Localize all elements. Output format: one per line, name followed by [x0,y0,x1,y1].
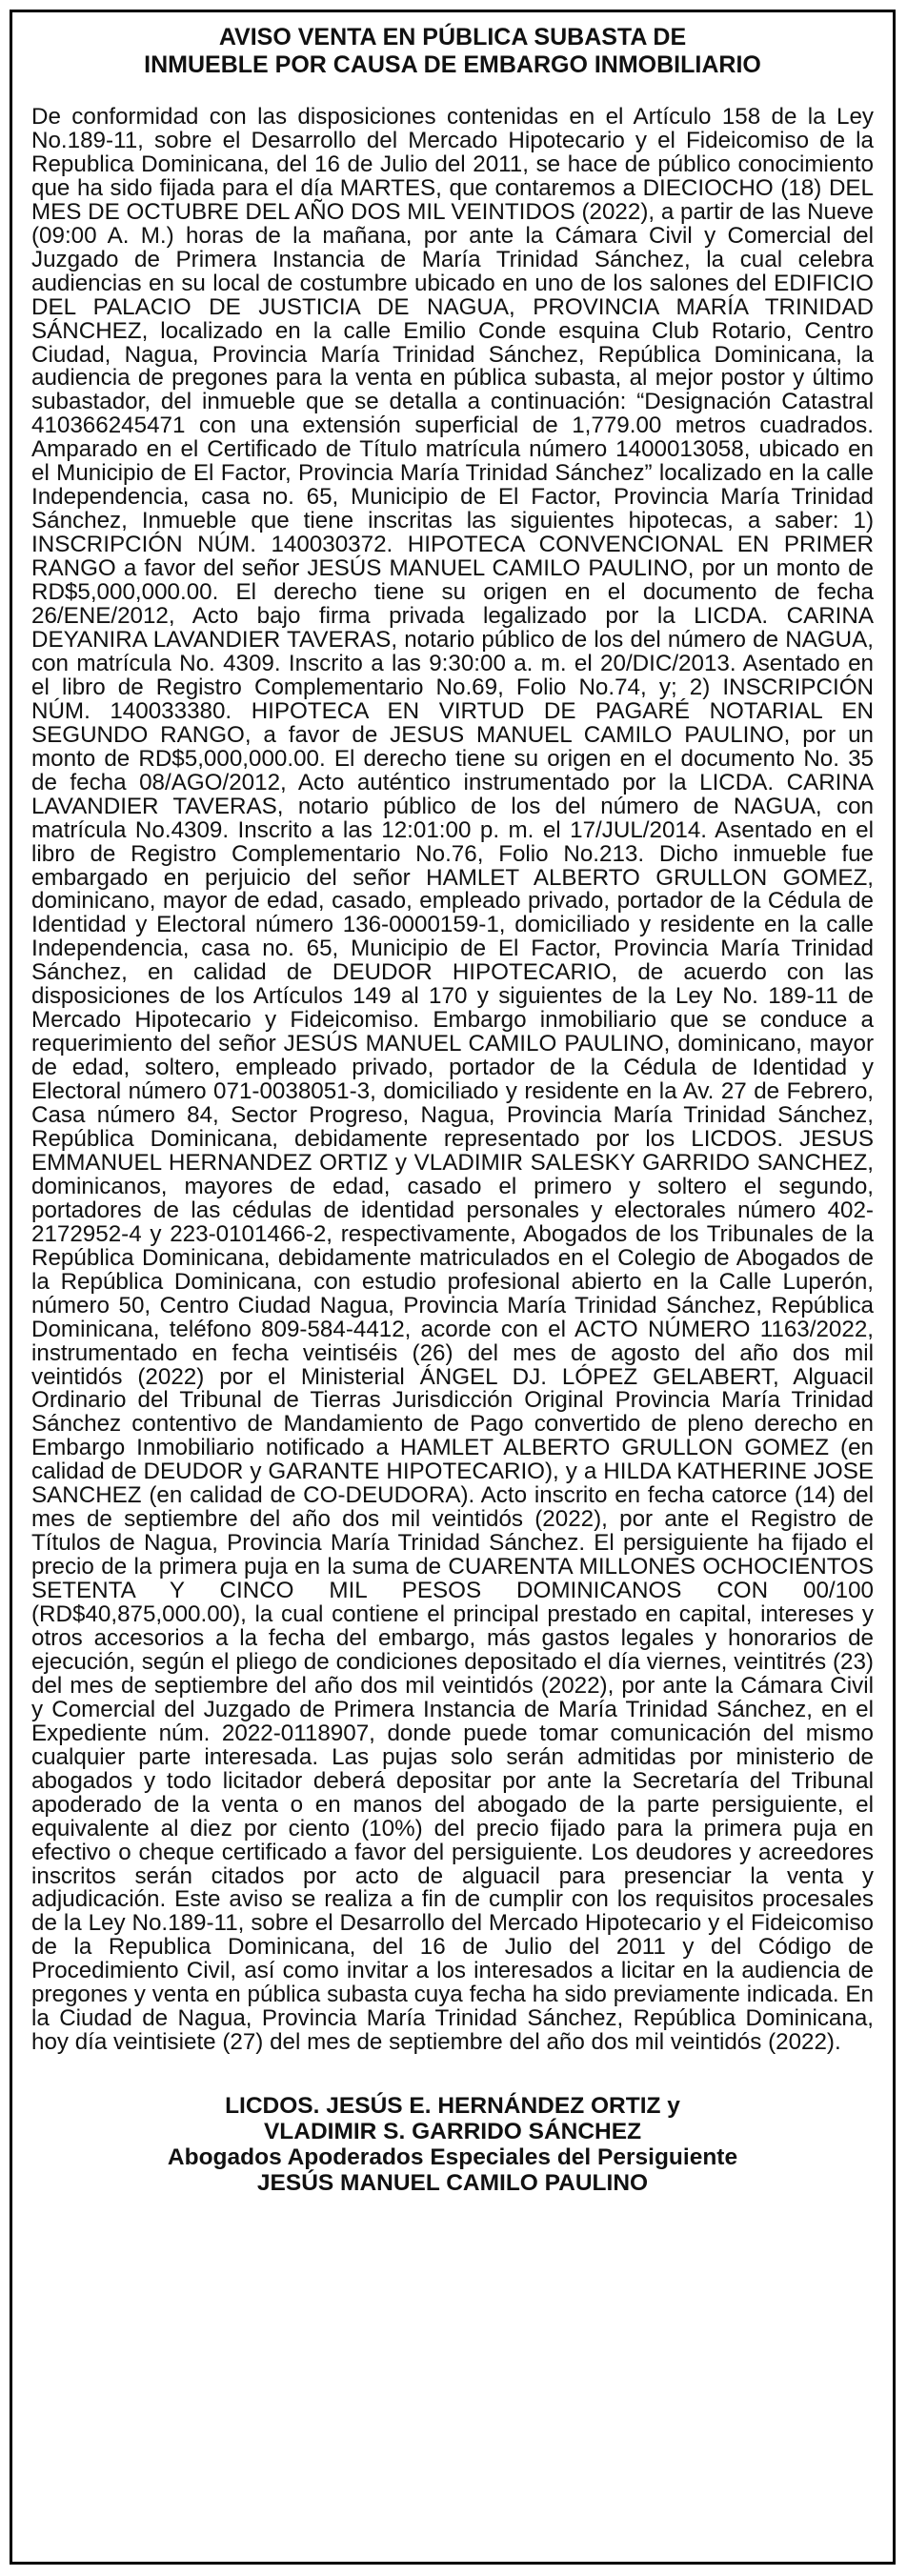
signature-line-4: JESÚS MANUEL CAMILO PAULINO [256,2170,649,2197]
notice-title-line-1: AVISO VENTA EN PÚBLICA SUBASTA DE [218,24,687,50]
notice-title-line-2: INMUEBLE POR CAUSA DE EMBARGO INMOBILIARIO [144,51,761,78]
notice-title [31,24,874,79]
signature-block [31,2093,874,2196]
signature-line-2: VLADIMIR S. GARRIDO SÁNCHEZ [263,2119,642,2145]
notice-body: De conformidad con las disposiciones contenidas en el Artículo 158 de la Ley No.189-11, sobre el Desarrollo del Mercado Hipotecario y el Fideicomiso de la Republica Dominicana, del 16 de Julio del 2011, se hace de público conocimiento que ha sido fijada para el día MARTES, que contaremos a DIECIOCHO (18) DEL MES DE OCTUBRE DEL AÑO DOS MIL VEINTIDOS (2022), a partir de las Nueve (09:00 A. M.) horas de la mañana, por ante la Cámara Civil y Comercial del Juzgado de Primera Instancia de María Trinidad Sánchez, la cual celebra audiencias en su local de costumbre ubicado en uno de los salones del EDIFICIO DEL PALACIO DE JUSTICIA DE NAGUA, PROVINCIA MARÍA TRINIDAD SÁNCHEZ, localizado en la calle Emilio Conde esquina Club Rotario, Centro Ciudad, Nagua, Provincia María Trinidad Sánchez, República Dominicana, la audiencia de pregones para la venta en pública subasta, al mejor postor y último subastador, del inmueble que se detalla a continuación: “Designación Catastral 410366245471 con una extensión superficial de 1,779.00 metros cuadrados. Amparado en el Certificado de Título matrícula número 1400013058, ubicado en el Municipio de El Factor, Provincia María Trinidad Sánchez” localizado en la calle Independencia, casa no. 65, Municipio de El Factor, Provincia María Trinidad Sánchez, Inmueble que tiene inscritas las siguientes hipotecas, a saber: 1) INSCRIPCIÓN NÚM. 140030372. HIPOTECA CONVENCIONAL EN PRIMER RANGO a favor del señor JESÚS MANUEL CAMILO PAULINO, por un monto de RD$5,000,000.00. El derecho tiene su origen en el documento de fecha 26/ENE/2012, Acto bajo firma privada legalizado por la LICDA. CARINA DEYANIRA LAVANDIER TAVERAS, notario público de los del número de NAGUA, con matrícula No. 4309. Inscrito a las 9:30:00 a. m. el 20/DIC/2013. Asentado en el libro de Registro Complementario No.69, Folio No.74, y; 2) INSCRIPCIÓN NÚM. 140033380. HIPOTECA EN VIRTUD DE PAGARÉ NOTARIAL EN SEGUNDO RANGO, a favor de JESUS MANUEL CAMILO PAULINO, por un monto de RD$5,000,000.00. El derecho tiene su origen en el documento No. 35 de fecha 08/AGO/2012, Acto auténtico instrumentado por la LICDA. CARINA LAVANDIER TAVERAS, notario público de los del número de NAGUA, con matrícula No.4309. Inscrito a las 12:01:00 p. m. el 17/JUL/2014. Asentado en el libro de Registro Complementario No.76, Folio No.213. Dicho inmueble fue embargado en perjuicio del señor HAMLET ALBERTO GRULLON GOMEZ, dominicano, mayor de edad, casado, empleado privado, portador de la Cédula de Identidad y Electoral número 136-0000159-1, domiciliado y residente en la calle Independencia, casa no. 65, Municipio de El Factor, Provincia María Trinidad Sánchez, en calidad de DEUDOR HIPOTECARIO, de acuerdo con las disposiciones de los Artículos 149 al 170 y siguientes de la Ley No. 189-11 de Mercado Hipotecario y Fideicomiso. Embargo inmobiliario que se conduce a requerimiento del señor JESÚS MANUEL CAMILO PAULINO, dominicano, mayor de edad, soltero, empleado privado, portador de la Cédula de Identidad y Electoral número 071-0038051-3, domiciliado y residente en la Av. 27 de Febrero, Casa número 84, Sector Progreso, Nagua, Provincia María Trinidad Sánchez, República Dominicana, debidamente representado por los LICDOS. JESUS EMMANUEL HERNANDEZ ORTIZ y VLADIMIR SALESKY GARRIDO SANCHEZ, dominicanos, mayores de edad, casado el primero y soltero el segundo, portadores de las cédulas de identidad personales y electorales número 402-2172952-4 y 223-0101466-2, respectivamente, Abogados de los Tribunales de la República Dominicana, debidamente matriculados en el Colegio de Abogados de la República Dominicana, con estudio profesional abierto en la Calle Luperón, número 50, Centro Ciudad Nagua, Provincia María Trinidad Sánchez, República Dominicana, teléfono 809-584-4412, acorde con el ACTO NÚMERO 1163/2022, instrumentado en fecha veintiséis (26) del mes de agosto del año dos mil veintidós (2022) por el Ministerial ÁNGEL DJ. LÓPEZ GELABERT, Alguacil Ordinario del Tribunal de Tierras Jurisdicción Original Provincia María Trinidad Sánchez contentivo de Mandamiento de Pago convertido de pleno derecho en Embargo Inmobiliario notificado a HAMLET ALBERTO GRULLON GOMEZ (en calidad de DEUDOR y GARANTE HIPOTECARIO), y a HILDA KATHERINE JOSE SANCHEZ (en calidad de CO-DEUDORA). Acto inscrito en fecha catorce (14) del mes de septiembre del año dos mil veintidós (2022), por ante el Registro de Títulos de Nagua, Provincia María Trinidad Sánchez. El persiguiente ha fijado el precio de la primera puja en la suma de CUARENTA MILLONES OCHOCIENTOS SETENTA Y CINCO MIL PESOS DOMINICANOS CON 00/100 (RD$40,875,000.00), la cual contiene el principal prestado en capital, intereses y otros accesorios a la fecha del embargo, más gastos legales y honorarios de ejecución, según el pliego de condiciones depositado el día viernes, veintitrés (23) del mes de septiembre del año dos mil veintidós (2022), por ante la Cámara Civil y Comercial del Juzgado de Primera Instancia de María Trinidad Sánchez, en el Expediente núm. 2022-0118907, donde puede tomar comunicación del mismo cualquier parte interesada. Las pujas solo serán admitidas por ministerio de abogados y todo licitador deberá depositar por ante la Secretaría del Tribunal apoderado de la venta o en manos del abogado de la parte persiguiente, el equivalente al diez por ciento (10%) del precio fijado para la primera puja en efectivo o cheque certificado a favor del persiguiente. Los deudores y acreedores inscritos serán citados por acto de alguacil para presenciar la venta y adjudicación. Este aviso se realiza a fin de cumplir con los requisitos procesales de la Ley No.189-11, sobre el Desarrollo del Mercado Hipotecario y el Fideicomiso de la Republica Dominicana, del 16 de Julio del 2011 y del Código de Procedimiento Civil, así como invitar a los interesados a licitar en la audiencia de pregones y venta en pública subasta cuya fecha ha sido previamente indicada. En la Ciudad de Nagua, Provincia María Trinidad Sánchez, República Dominicana, hoy día veintisiete (27) del mes de septiembre del año dos mil veintidós (2022). [31,104,874,2056]
signature-line-3: Abogados Apoderados Especiales del Persiguiente [167,2144,738,2171]
legal-notice [10,10,896,2565]
signature-line-1: LICDOS. JESÚS E. HERNÁNDEZ ORTIZ y [225,2093,680,2120]
